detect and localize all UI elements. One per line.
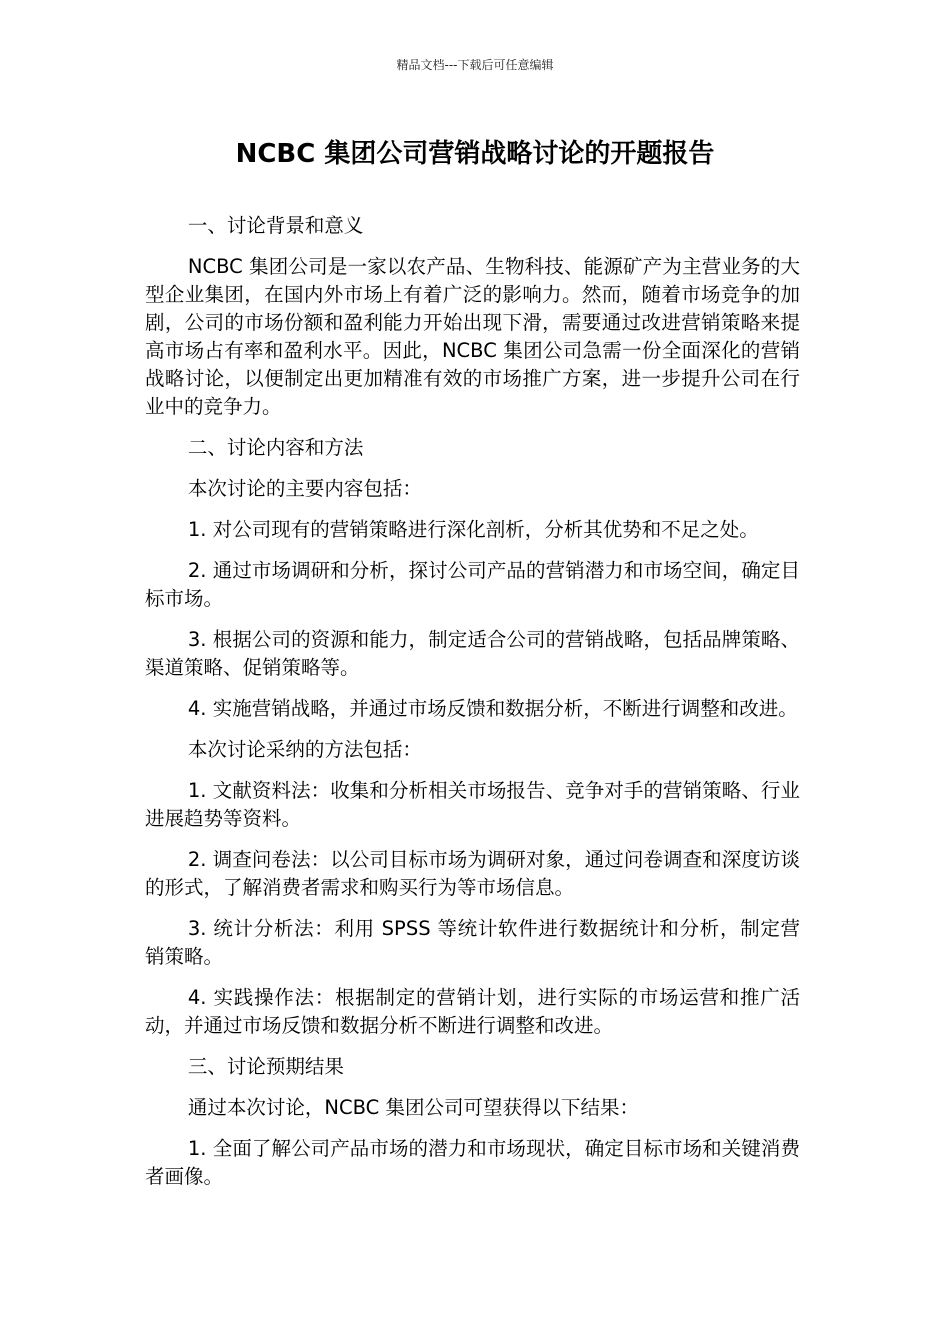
page-header: 精品文档---下载后可任意编辑 (396, 58, 554, 72)
list-item-method-4: 4. 实践操作法：根据制定的营销计划，进行实际的市场运营和推广活动，并通过市场反馈和数据分析不断进行调整和改进。 (145, 986, 800, 1037)
paragraph-results-intro: 通过本次讨论，NCBC 集团公司可望获得以下结果： (187, 1096, 639, 1119)
list-item-content-2: 2. 通过市场调研和分析，探讨公司产品的营销潜力和市场空间，确定目标市场。 (145, 559, 800, 610)
document-body (145, 212, 800, 1204)
list-item-method-3: 3. 统计分析法：利用 SPSS 等统计软件进行数据统计和分析，制定营销策略。 (145, 917, 800, 968)
section-heading-background: 一、讨论背景和意义 (187, 214, 364, 237)
paragraph-background: NCBC 集团公司是一家以农产品、生物科技、能源矿产为主营业务的大型企业集团，在国内外市场上有着广泛的影响力。然而，随着市场竞争的加剧，公司的市场份额和盈利能力开始出现下滑，需要通过改进营销策略来提高市场占有率和盈利水平。因此，NCBC 集团公司急需一份全面深化的营销战略讨论，以便制定出更加精准有效的市场推广方案，进一步提升公司在行业中的竞争力。 (145, 255, 800, 418)
list-item-content-1: 1. 对公司现有的营销策略进行深化剖析，分析其优势和不足之处。 (187, 518, 759, 541)
section-heading-content-methods: 二、讨论内容和方法 (187, 436, 364, 459)
list-item-method-1: 1. 文献资料法：收集和分析相关市场报告、竞争对手的营销策略、行业进展趋势等资料。 (145, 779, 800, 830)
list-item-content-3: 3. 根据公司的资源和能力，制定适合公司的营销战略，包括品牌策略、渠道策略、促销策略等。 (145, 628, 800, 679)
list-item-method-2: 2. 调查问卷法：以公司目标市场为调研对象，通过问卷调查和深度访谈的形式，了解消费者需求和购买行为等市场信息。 (145, 848, 800, 899)
list-item-content-4: 4. 实施营销战略，并通过市场反馈和数据分析，不断进行调整和改进。 (187, 697, 798, 720)
document-title: NCBC 集团公司营销战略讨论的开题报告 (235, 139, 715, 169)
list-item-result-1: 1. 全面了解公司产品市场的潜力和市场现状，确定目标市场和关键消费者画像。 (145, 1137, 800, 1188)
paragraph-methods-intro: 本次讨论采纳的方法包括： (187, 738, 422, 761)
section-heading-expected-results: 三、讨论预期结果 (187, 1055, 344, 1078)
paragraph-content-intro: 本次讨论的主要内容包括： (187, 477, 422, 500)
